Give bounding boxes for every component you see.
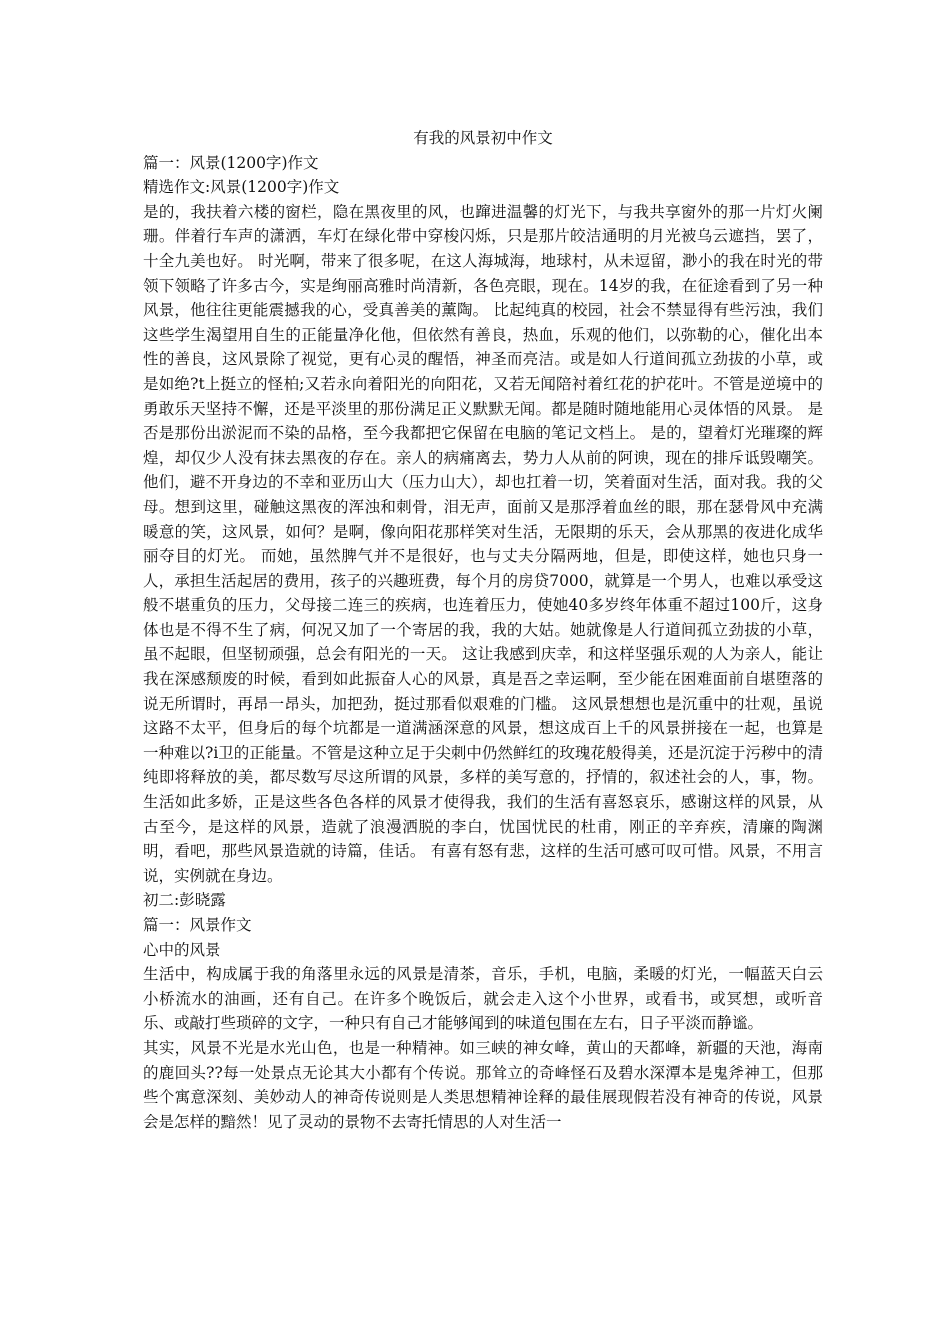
section-heading: 篇一：风景作文 [143, 916, 252, 934]
essay-paragraph: 其实，风景不光是水光山色，也是一种精神。如三峡的神女峰，黄山的天都峰，新疆的天池，海南的鹿回头??每一处景点无论其大小都有个传说。那耸立的奇峰怪石及碧水深潭本是鬼斧神工，但那些个寓意深刻、美妙动人的神奇传说则是人类思想精神诠释的最佳展现假若没有神奇的传说，风景会是怎样的黯然！见了灵动的景物不去寄托情思的人对生活一 [143, 1038, 823, 1131]
document-page [143, 126, 823, 1134]
essay-paragraph: 是的，我扶着六楼的窗栏，隐在黑夜里的风，也蹿进温馨的灯光下，与我共享窗外的那一片灯火阑珊。伴着行车声的潇洒，车灯在绿化带中穿梭闪烁，只是那片皎洁通明的月光被乌云遮挡，罢了，十全九美也好。 时光啊，带来了很多呢，在这人海城海，地球村，从未逗留，渺小的我在时光的带领下领略了许多古今，实是绚丽高雅时尚清新，各色亮眼，现在。14岁的我，在征途看到了另一种风景，他往往更能震撼我的心，受真善美的薰陶。 比起纯真的校园，社会不禁显得有些污浊，我们这些学生渴望用自生的正能量净化他，但依然有善良，热血，乐观的他们，以弥勒的心，催化出本性的善良，这风景除了视觉，更有心灵的醒悟，神圣而亮洁。或是如人行道间孤立劲拔的小草，或是如绝?t上挺立的怪柏;又若永向着阳光的向阳花，又若无闻陪衬着红花的护花叶。不管是逆境中的勇敢乐天坚持不懈，还是平淡里的那份满足正义默默无闻。都是随时随地能用心灵体悟的风景。 是否是那份出淤泥而不染的品格，至今我都把它保留在电脑的笔记文档上。 是的，望着灯光璀璨的辉煌，却仅少人没有抹去黑夜的存在。亲人的病痛离去，势力人从前的阿谀，现在的排斥诋毁嘲笑。他们，避不开身边的不幸和亚历山大（压力山大），却也扛着一切，笑着面对生活，面对我。我的父母。想到这里，碰触这黑夜的浑浊和刺骨，泪无声，面前又是那浮着血丝的眼，那在瑟骨风中充满暖意的笑，这风景，如何？是啊，像向阳花那样笑对生活，无限期的乐天，会从那黑的夜进化成华丽夺目的灯光。 而她，虽然脾气并不是很好，也与丈夫分隔两地，但是，即使这样，她也只身一人，承担生活起居的费用，孩子的兴趣班费，每个月的房贷7000，就算是一个男人，也难以承受这般不堪重负的压力，父母接二连三的疾病，也连着压力，使她40多岁终年体重不超过100斤，这身体也是不得不生了病，何况又加了一个寄居的我，我的大姑。她就像是人行道间孤立劲拔的小草，虽不起眼，但坚韧顽强，总会有阳光的一天。 这让我感到庆幸，和这样坚强乐观的人为亲人，能让我在深感颓废的时候，看到如此振奋人心的风景，真是吾之幸运啊，至少能在困难面前自堪堕落的说无所谓时，再昂一昂头，加把劲，挺过那看似艰难的门槛。 这风景想想也是沉重中的壮观，虽说这路不太平，但身后的每个坑都是一道满涵深意的风景，想这成百上千的风景拼接在一起，也算是一种难以?i卫的正能量。不管是这种立足于尖刺中仍然鲜红的玫瑰花般得美，还是沉淀于污秽中的清纯即将释放的美，都尽数写尽这所谓的风景，多样的美写意的，抒情的，叙述社会的人，事，物。 生活如此多娇，正是这些各色各样的风景才使得我，我们的生活有喜怒哀乐，感谢这样的风景，从古至今，是这样的风景，造就了浪漫洒脱的李白，忧国忧民的杜甫，刚正的辛弃疾，清廉的陶渊明，看吧，那些风景造就的诗篇，佳话。 有喜有怒有悲，这样的生活可感可叹可惜。风景，不用言说，实例就在身边。 [143, 202, 823, 885]
section-subheading: 精选作文:风景(1200字)作文 [143, 178, 340, 197]
section-subheading: 心中的风景 [143, 940, 221, 959]
section-heading: 篇一：风景(1200字)作文 [143, 153, 319, 172]
document-title: 有我的风景初中作文 [413, 129, 553, 147]
author-line: 初二:彭晓露 [143, 891, 226, 910]
essay-paragraph: 生活中，构成属于我的角落里永远的风景是清茶，音乐，手机，电脑，柔暖的灯光，一幅蓝天白云小桥流水的油画，还有自己。在许多个晚饭后，就会走入这个小世界，或看书，或冥想，或听音乐、或敲打些琐碎的文字，一种只有自己才能够闻到的味道包围在左右，日子平淡而静谧。 [143, 965, 823, 1033]
